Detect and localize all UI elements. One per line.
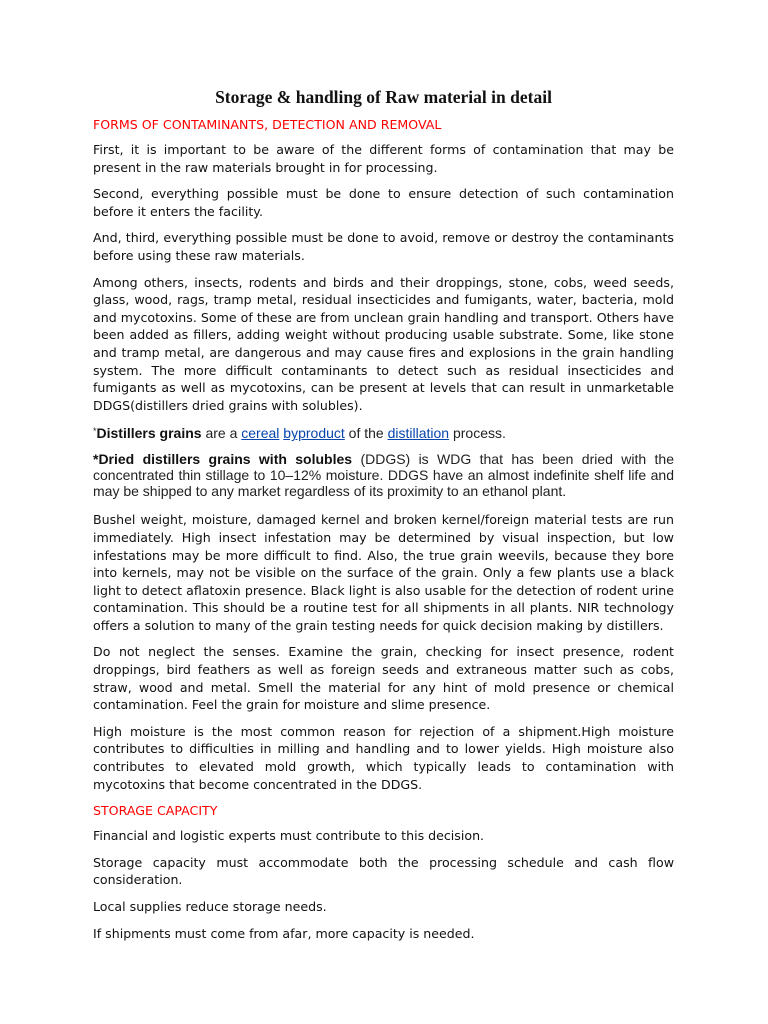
paragraph-local-supplies: Local supplies reduce storage needs. (93, 899, 327, 914)
paragraph-second: Second, everything possible must be done to ensure detection of such contamination before it enters the facility. (93, 186, 674, 219)
link-distillation[interactable]: distillation (387, 425, 450, 442)
paragraph-contaminant-list: Among others, insects, rodents and birds and their droppings, stone, cobs, weed seeds, glass, wood, rags, tramp metal, residual insecticides and fumigants, water, bacteria, mold and mycotoxins. Some of these are from unclean grain handling and transport. Others have been added as fillers, adding weight without producing usable substrate. Some, like stone and tramp metal, are dangerous and may cause fires and explosions in the grain handling system. The more difficult contaminants to detect such as residual insecticides and fumigants as well as mycotoxins, can be present at levels that can result in unmarketable DDGS(distillers dried grains with solubles). (93, 274, 674, 413)
paragraph-moisture: High moisture is the most common reason for rejection of a shipment.High moisture contributes to difficulties in milling and handling and to lower yields. High moisture also contributes to elevated mold growth, which typically leads to contamination with mycotoxins that become concentrated in the DDGS. (93, 723, 674, 792)
link-byproduct[interactable]: byproduct (283, 425, 345, 442)
definition-text: of the (344, 425, 388, 442)
paragraph-first: First, it is important to be aware of the different forms of contamination that may be present in the raw materials brought in for processing. (93, 142, 674, 175)
paragraph-tests: Bushel weight, moisture, damaged kernel and broken kernel/foreign material tests are run immediately. High insect infestation may be determined by visual inspection, but low infestations may be more difficult to find. Also, the true grain weevils, because they bore into kernels, may not be visible on the surface of the grain. Only a few plants use a black light to detect aflatoxin presence. Black light is also usable for the detection of rodent urine contamination. This should be a routine test for all shipments in all plants. NIR technology offers a solution to many of the grain testing needs for quick decision making by distillers. (93, 512, 674, 633)
paragraph-shipments: If shipments must come from afar, more capacity is needed. (93, 925, 475, 941)
document-title: Storage & handling of Raw material in detail (215, 87, 552, 107)
paragraph-third: And, third, everything possible must be done to avoid, remove or destroy the contaminants before using these raw materials. (93, 230, 674, 263)
definition-marker: * (93, 426, 97, 437)
definition-ddgs (93, 451, 674, 499)
definition-text: (DDGS) is WDG that has been dried with the concentrated thin stillage to 10–12% moisture. DDGS have an almost indefinite shelf life and may be shipped to any market regardless of its proximity to an ethanol plant. (93, 451, 675, 500)
section-heading-contaminants: FORMS OF CONTAMINANTS, DETECTION AND REMOVAL (93, 117, 442, 132)
paragraph-senses: Do not neglect the senses. Examine the grain, checking for insect presence, rodent droppings, bird feathers as well as foreign seeds and extraneous matter such as cobs, straw, wood and metal. Smell the material for any hint of mold presence or chemical contamination. Feel the grain for moisture and slime presence. (93, 644, 674, 713)
document-page (93, 86, 674, 951)
definition-term: *Dried distillers grains with solubles (93, 451, 353, 468)
paragraph-financial: Financial and logistic experts must contribute to this decision. (93, 828, 485, 844)
link-cereal[interactable]: cereal (241, 425, 280, 442)
definition-term: Distillers grains (96, 425, 202, 442)
section-heading-storage-capacity: STORAGE CAPACITY (93, 803, 218, 819)
definition-text: process. (449, 425, 506, 442)
definition-text: are a (201, 425, 242, 442)
definition-distillers-grains (93, 423, 674, 441)
paragraph-storage-capacity: Storage capacity must accommodate both the processing schedule and cash flow consideration. (93, 854, 674, 888)
